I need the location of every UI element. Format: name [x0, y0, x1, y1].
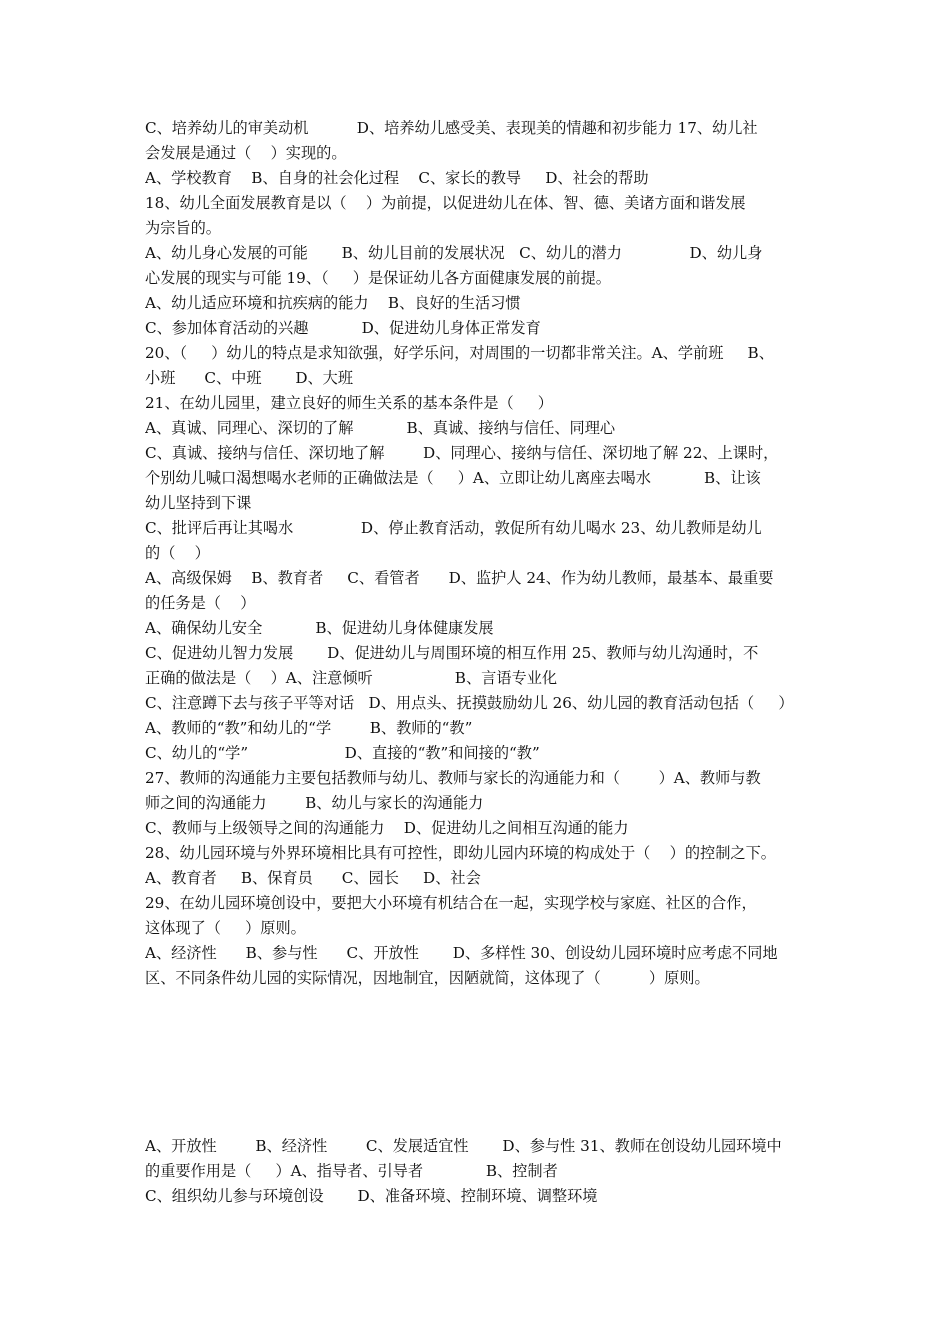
- text-line: A、确保幼儿安全 B、促进幼儿身体健康发展: [145, 619, 494, 637]
- text-line: 小班 C、中班 D、大班: [145, 369, 354, 387]
- text-line: C、促进幼儿智力发展 D、促进幼儿与周围环境的相互作用 25、教师与幼儿沟通时，不: [145, 644, 759, 662]
- text-line: C、幼儿的“学” D、直接的“教”和间接的“教”: [145, 744, 540, 762]
- text-line: A、高级保姆 B、教育者 C、看管者 D、监护人 24、作为幼儿教师，最基本、最重要: [145, 569, 774, 587]
- text-line: 会发展是通过（ ）实现的。: [145, 144, 347, 162]
- text-line: 的（ ）: [145, 544, 210, 562]
- questions-section-bottom: [145, 1134, 810, 1209]
- text-line: A、幼儿身心发展的可能 B、幼儿目前的发展状况 C、幼儿的潜力 D、幼儿身: [145, 244, 763, 262]
- text-line: 为宗旨的。: [145, 219, 221, 237]
- text-line: A、教育者 B、保育员 C、园长 D、社会: [145, 869, 481, 887]
- text-line: 的任务是（ ）: [145, 594, 256, 612]
- questions-section-top: [145, 116, 810, 991]
- text-line: A、幼儿适应环境和抗疾病的能力 B、良好的生活习惯: [145, 294, 521, 312]
- text-line: C、注意蹲下去与孩子平等对话 D、用点头、抚摸鼓励幼儿 26、幼儿园的教育活动包括（ ）: [145, 694, 794, 712]
- text-line: 幼儿坚持到下课: [145, 494, 252, 512]
- text-line: 21、在幼儿园里，建立良好的师生关系的基本条件是（ ）: [145, 394, 553, 412]
- text-line: A、真诚、同理心、深切的了解 B、真诚、接纳与信任、同理心: [145, 419, 616, 437]
- text-line: A、经济性 B、参与性 C、开放性 D、多样性 30、创设幼儿园环境时应考虑不同地: [145, 944, 778, 962]
- text-line: 28、幼儿园环境与外界环境相比具有可控性，即幼儿园内环境的构成处于（ ）的控制之下。: [145, 844, 776, 862]
- text-line: A、教师的“教”和幼儿的“学 B、教师的“教”: [145, 719, 473, 737]
- text-line: 心发展的现实与可能 19、（ ）是保证幼儿各方面健康发展的前提。: [145, 269, 611, 287]
- text-line: A、学校教育 B、自身的社会化过程 C、家长的教导 D、社会的帮助: [145, 169, 649, 187]
- text-line: 区、不同条件幼儿园的实际情况，因地制宜，因陋就简，这体现了（ ）原则。: [145, 969, 710, 987]
- text-line: 师之间的沟通能力 B、幼儿与家长的沟通能力: [145, 794, 484, 812]
- text-line: C、真诚、接纳与信任、深切地了解 D、同理心、接纳与信任、深切地了解 22、上课时，: [145, 444, 779, 462]
- text-line: 20、（ ）幼儿的特点是求知欲强，好学乐问，对周围的一切都非常关注。A、学前班 B、: [145, 344, 774, 362]
- text-line: 个别幼儿喊口渴想喝水老师的正确做法是（ ）A、立即让幼儿离座去喝水 B、让该: [145, 469, 761, 487]
- text-line: 18、幼儿全面发展教育是以（ ）为前提，以促进幼儿在体、智、德、美诸方面和谐发展: [145, 194, 746, 212]
- text-line: 这体现了（ ）原则。: [145, 919, 306, 937]
- text-line: C、组织幼儿参与环境创设 D、准备环境、控制环境、调整环境: [145, 1187, 598, 1205]
- text-line: 正确的做法是（ ）A、注意倾听 B、言语专业化: [145, 669, 558, 687]
- text-line: C、参加体育活动的兴趣 D、促进幼儿身体正常发育: [145, 319, 541, 337]
- text-line: C、培养幼儿的审美动机 D、培养幼儿感受美、表现美的情趣和初步能力 17、幼儿社: [145, 119, 758, 137]
- text-line: C、批评后再让其喝水 D、停止教育活动，敦促所有幼儿喝水 23、幼儿教师是幼儿: [145, 519, 762, 537]
- text-line: 的重要作用是（ ）A、指导者、引导者 B、控制者: [145, 1162, 558, 1180]
- text-line: 27、教师的沟通能力主要包括教师与幼儿、教师与家长的沟通能力和（ ）A、教师与教: [145, 769, 761, 787]
- text-line: C、教师与上级领导之间的沟通能力 D、促进幼儿之间相互沟通的能力: [145, 819, 629, 837]
- text-line: 29、在幼儿园环境创设中，要把大小环境有机结合在一起，实现学校与家庭、社区的合作，: [145, 894, 757, 912]
- text-line: A、开放性 B、经济性 C、发展适宜性 D、参与性 31、教师在创设幼儿园环境中: [145, 1137, 782, 1155]
